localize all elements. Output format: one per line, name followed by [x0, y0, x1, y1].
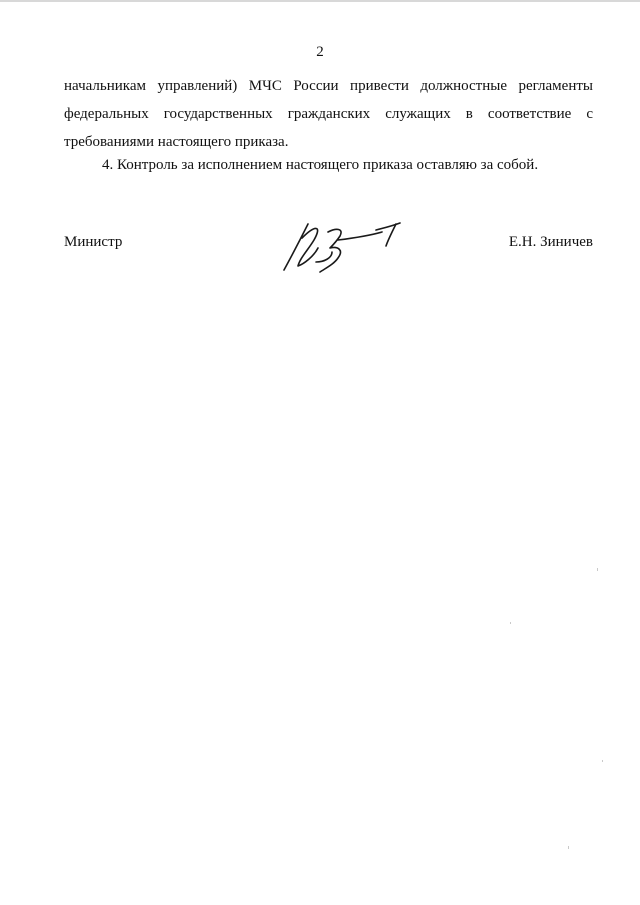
scan-speck: [568, 846, 569, 849]
scan-speck: [602, 760, 603, 762]
signature-block: [64, 230, 593, 280]
paragraph-control: 4. Контроль за исполнением настоящего приказа оставляю за собой.: [102, 157, 539, 173]
signatory-title: Министр: [64, 234, 123, 250]
paragraph-regulations: [64, 72, 593, 156]
handwritten-signature: [278, 218, 408, 276]
paragraph-line-1: начальникам управлений) МЧС России привести должностные регламенты: [64, 78, 593, 94]
paragraph-line-3: требованиями настоящего приказа.: [64, 134, 289, 150]
page-number: 2: [316, 44, 324, 60]
page-top-edge: [0, 0, 640, 2]
scan-speck: [510, 622, 511, 624]
signatory-name: Е.Н. Зиничев: [508, 234, 593, 250]
scan-speck: [597, 568, 598, 571]
paragraph-line-2: федеральных государственных гражданских служащих в соответствие с: [64, 106, 593, 122]
